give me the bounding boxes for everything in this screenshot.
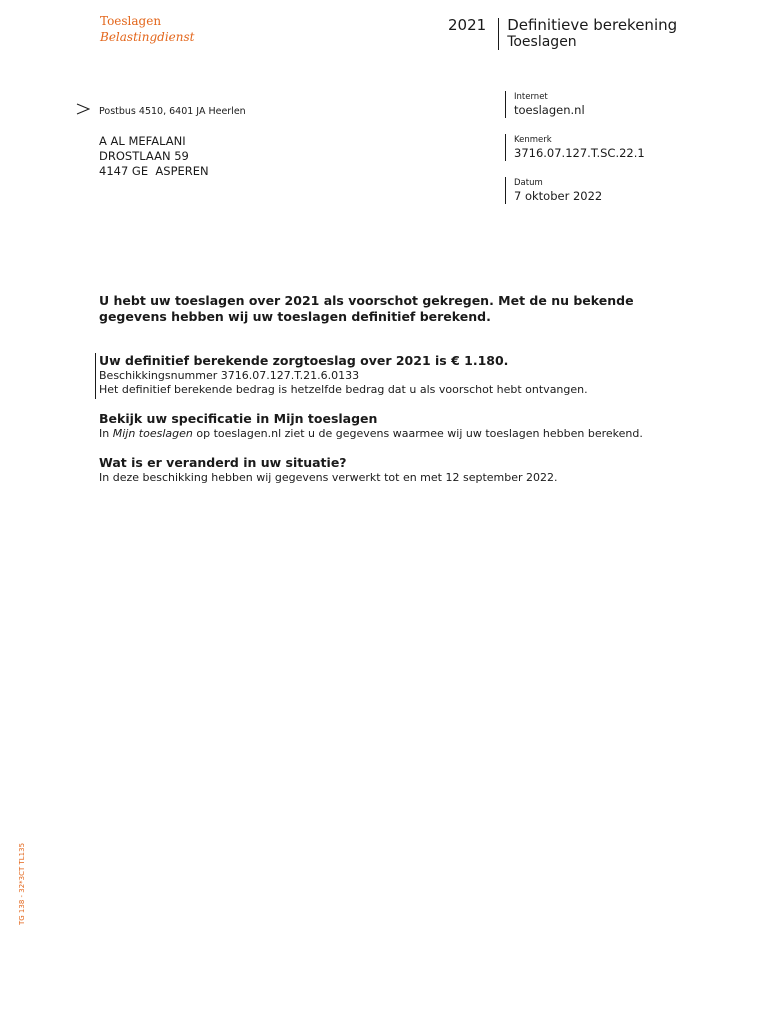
- specificatie-prefix: In: [99, 427, 113, 440]
- veranderd-text: In deze beschikking hebben wij gegevens verwerkt tot en met 12 september 2022.: [99, 471, 558, 484]
- chevron-right-icon: [76, 101, 90, 120]
- specificatie-suffix: op toeslagen.nl ziet u de gegevens waarmee wij uw toeslagen hebben berekend.: [192, 427, 643, 440]
- return-address: Postbus 4510, 6401 JA Heerlen: [99, 106, 246, 117]
- meta-datum-label: Datum: [514, 178, 543, 188]
- veranderd-heading: Wat is er veranderd in uw situatie?: [99, 455, 347, 470]
- meta-kenmerk-label: Kenmerk: [514, 135, 552, 145]
- section-zorgtoeslag: [99, 353, 699, 397]
- logo-org: Belastingdienst: [100, 30, 195, 44]
- meta-internet: [505, 91, 754, 118]
- mijn-toeslagen-link: Mijn toeslagen: [112, 427, 193, 440]
- beschikkingsnummer: Beschikkingsnummer 3716.07.127.T.21.6.0133: [99, 369, 360, 382]
- specificatie-heading: Bekijk uw specificatie in Mijn toeslagen: [99, 411, 378, 426]
- header-year: 2021: [448, 16, 487, 34]
- side-code: TG 138 - 32*3CT TL135: [18, 842, 26, 925]
- logo: [100, 13, 194, 45]
- meta-datum-value: 7 oktober 2022: [514, 189, 603, 203]
- intro-paragraph: U hebt uw toeslagen over 2021 als voorschot gekregen. Met de nu bekende gegevens hebben wij uw toeslagen definitief berekend.: [99, 293, 634, 324]
- header-subtitle: Toeslagen: [507, 34, 577, 50]
- section-veranderd: [99, 455, 699, 485]
- header-title: Definitieve berekening: [507, 16, 678, 34]
- recipient-address: [99, 134, 209, 179]
- meta-internet-label: Internet: [514, 92, 548, 102]
- specificatie-text: [99, 427, 699, 441]
- meta-kenmerk: [505, 134, 754, 161]
- zorgtoeslag-heading: Uw definitief berekende zorgtoeslag over 2021 is € 1.180.: [99, 353, 509, 368]
- logo-name: Toeslagen: [100, 14, 162, 28]
- highlight-bar: [95, 353, 96, 399]
- section-specificatie: [99, 411, 699, 441]
- recipient-name: A AL MEFALANI: [99, 134, 186, 148]
- zorgtoeslag-note: Het definitief berekende bedrag is hetzelfde bedrag dat u als voorschot hebt ontvangen.: [99, 383, 588, 396]
- meta-kenmerk-value: 3716.07.127.T.SC.22.1: [514, 146, 645, 160]
- document-header: [448, 16, 677, 50]
- meta-internet-value: toeslagen.nl: [514, 103, 585, 117]
- recipient-street: DROSTLAAN 59: [99, 149, 189, 163]
- meta-datum: [505, 177, 754, 204]
- recipient-city: 4147 GE ASPEREN: [99, 164, 209, 178]
- header-divider: [498, 18, 499, 50]
